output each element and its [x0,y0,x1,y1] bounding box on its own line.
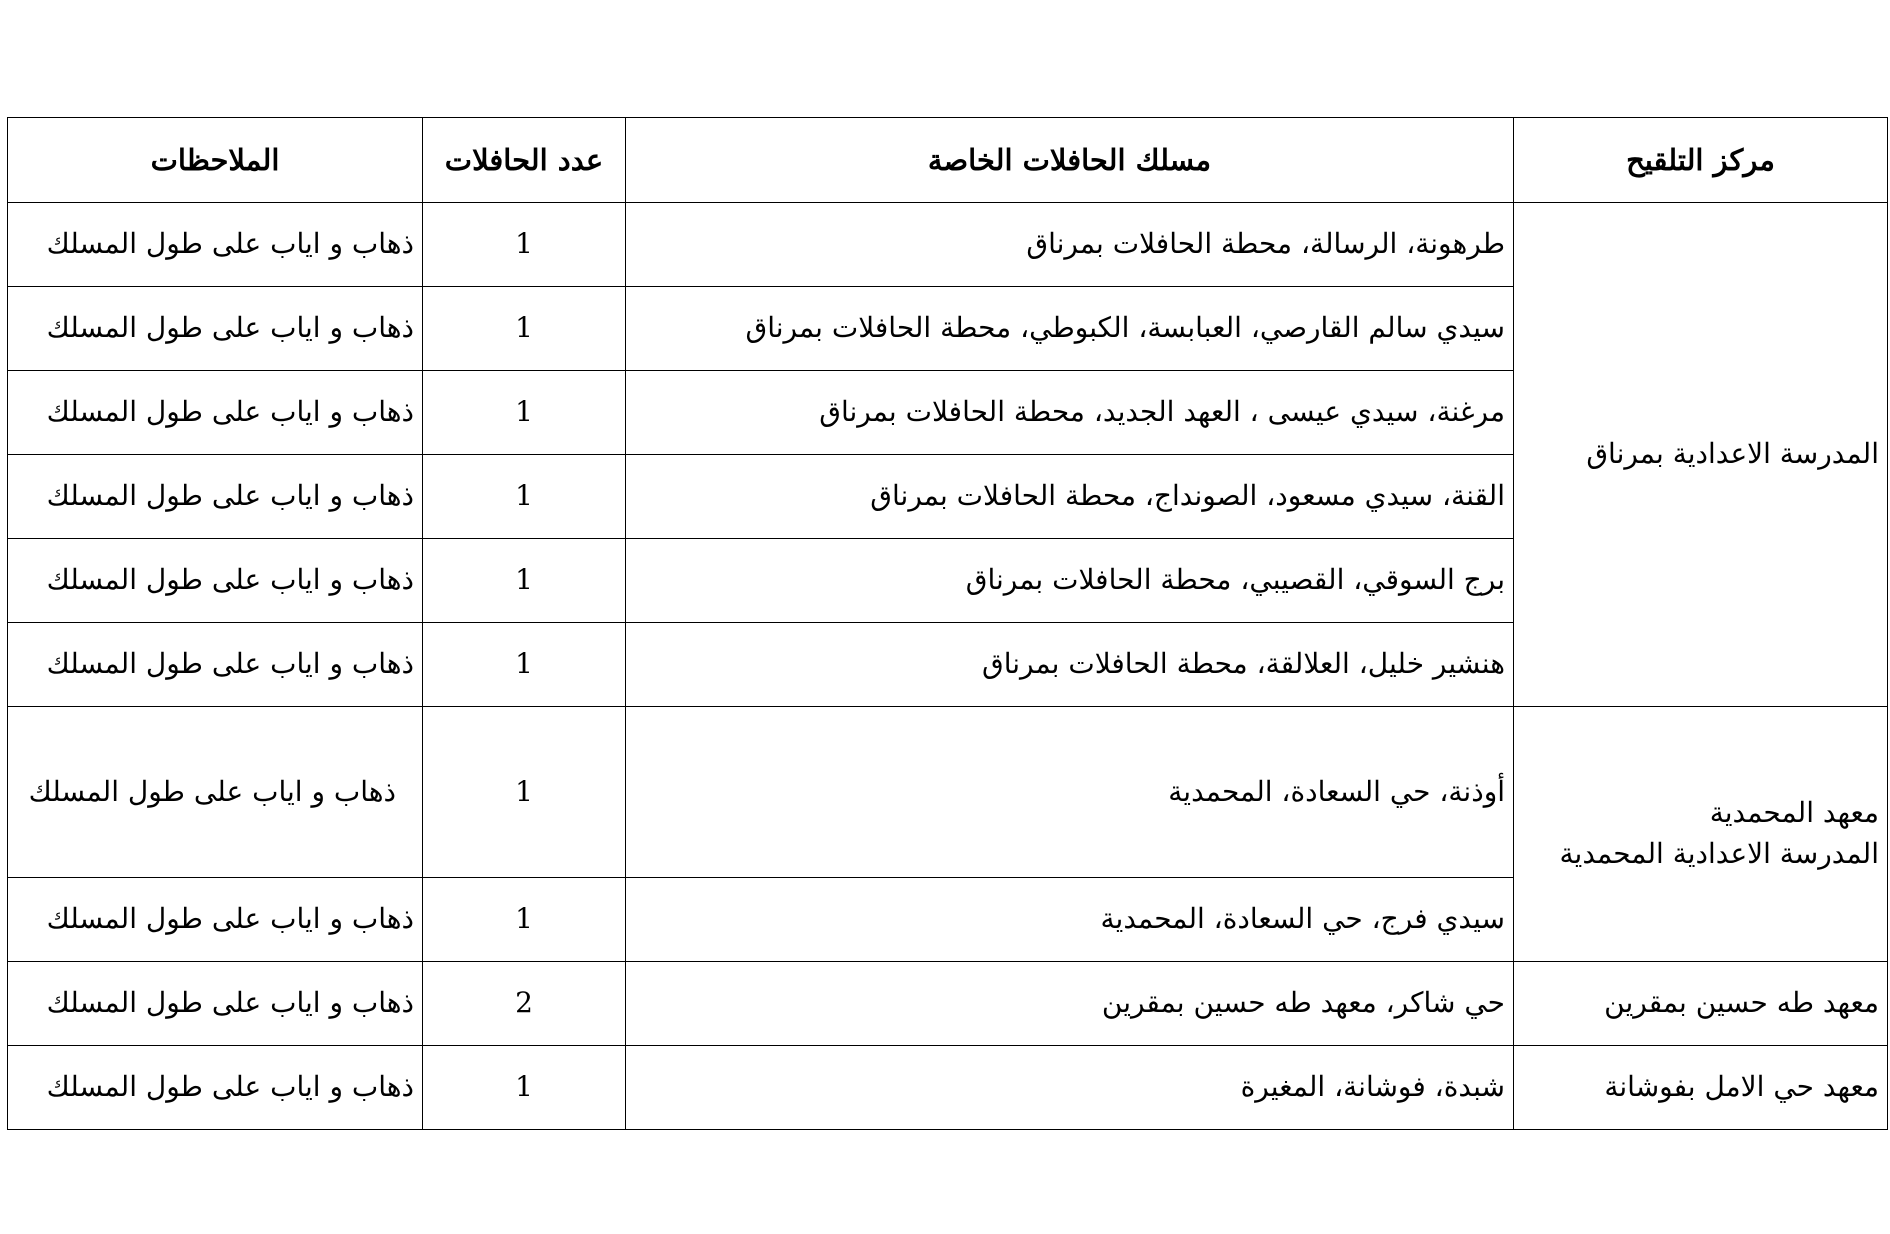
notes-cell: ذهاب و اياب على طول المسلك [8,623,423,707]
bus-count-cell: 1 [423,1046,626,1130]
bus-routes-table [7,117,1888,1130]
notes-cell: ذهاب و اياب على طول المسلك [8,1046,423,1130]
center-name: معهد طه حسين بمقرين [1604,986,1879,1020]
notes-cell: ذهاب و اياب على طول المسلك [8,203,423,287]
notes-cell: ذهاب و اياب على طول المسلك [8,455,423,539]
bus-count-cell: 1 [423,707,626,878]
notes-cell: ذهاب و اياب على طول المسلك [8,962,423,1046]
table-row [8,203,1888,287]
header-route: مسلك الحافلات الخاصة [626,118,1514,203]
bus-count-cell: 1 [423,878,626,962]
notes-cell: ذهاب و اياب على طول المسلك [8,878,423,962]
route-cell: سيدي سالم القارصي، العبابسة، الكبوطي، محطة الحافلات بمرناق [626,287,1514,371]
bus-count-cell: 2 [423,962,626,1046]
bus-count-cell: 1 [423,203,626,287]
vaccination-center-cell [1514,203,1888,707]
notes-cell: ذهاب و اياب على طول المسلك [8,539,423,623]
route-cell: سيدي فرج، حي السعادة، المحمدية [626,878,1514,962]
header-center: مركز التلقيح [1514,118,1888,203]
table-row [8,962,1888,1046]
bus-routes-table-container [7,117,1887,1130]
route-cell: برج السوقي، القصيبي، محطة الحافلات بمرناق [626,539,1514,623]
route-cell: أوذنة، حي السعادة، المحمدية [626,707,1514,878]
route-cell: هنشير خليل، العلالقة، محطة الحافلات بمرناق [626,623,1514,707]
table-header-row [8,118,1888,203]
route-cell: مرغنة، سيدي عيسى ، العهد الجديد، محطة الحافلات بمرناق [626,371,1514,455]
bus-count-cell: 1 [423,371,626,455]
center-name-secondary: المدرسة الاعدادية المحمدية [1559,837,1879,870]
center-name: معهد حي الامل بفوشانة [1604,1070,1879,1104]
notes-cell: ذهاب و اياب على طول المسلك [8,287,423,371]
vaccination-center-cell [1514,1046,1888,1130]
route-cell: شبدة، فوشانة، المغيرة [626,1046,1514,1130]
notes-cell: ذهاب و اياب على طول المسلك [8,371,423,455]
bus-count-cell: 1 [423,455,626,539]
vaccination-center-cell [1514,707,1888,962]
route-cell: طرهونة، الرسالة، محطة الحافلات بمرناق [626,203,1514,287]
bus-count-cell: 1 [423,287,626,371]
header-count: عدد الحافلات [423,118,626,203]
route-cell: حي شاكر، معهد طه حسين بمقرين [626,962,1514,1046]
route-cell: القنة، سيدي مسعود، الصونداج، محطة الحافلات بمرناق [626,455,1514,539]
table-row [8,1046,1888,1130]
vaccination-center-cell [1514,962,1888,1046]
center-name: المدرسة الاعدادية بمرناق [1586,437,1879,471]
bus-count-cell: 1 [423,539,626,623]
notes-cell: ذهاب و اياب على طول المسلك [8,707,423,878]
header-notes: الملاحظات [8,118,423,203]
bus-count-cell: 1 [423,623,626,707]
center-name: معهد المحمدية [1709,796,1879,830]
table-row [8,707,1888,878]
